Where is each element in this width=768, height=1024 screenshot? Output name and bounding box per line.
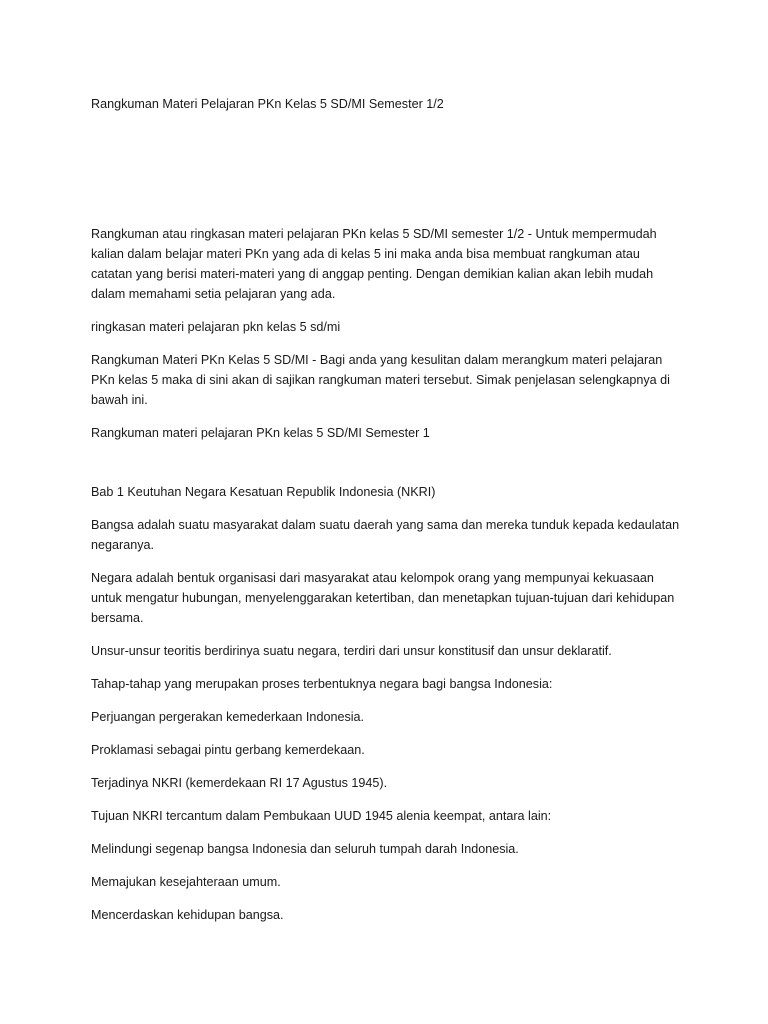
list-item: Terjadinya NKRI (kemerdekaan RI 17 Agustus 1945). [91, 776, 388, 790]
unsur-paragraph: Unsur-unsur teoritis berdirinya suatu negara, terdiri dari unsur konstitusif dan unsur deklaratif. [91, 644, 612, 658]
document-body [91, 224, 681, 938]
tahap-paragraph: Tahap-tahap yang merupakan proses terbentuknya negara bagi bangsa Indonesia: [91, 677, 553, 691]
tujuan-paragraph: Tujuan NKRI tercantum dalam Pembukaan UUD 1945 alenia keempat, antara lain: [91, 809, 552, 823]
summary-paragraph: Rangkuman Materi PKn Kelas 5 SD/MI - Bagi anda yang kesulitan dalam merangkum materi pelajaran PKn kelas 5 maka di sini akan di sajikan rangkuman materi tersebut. Simak penjelasan selengkapnya di bawah ini. [91, 353, 670, 407]
definition-negara: Negara adalah bentuk organisasi dari masyarakat atau kelompok orang yang mempunyai kekuasaan untuk mengatur hubungan, menyelenggarakan ketertiban, dan menetapkan tujuan-tujuan dari kehidupan bersama. [91, 571, 675, 625]
definition-bangsa: Bangsa adalah suatu masyarakat dalam suatu daerah yang sama dan mereka tunduk kepada kedaulatan negaranya. [91, 518, 680, 552]
intro-paragraph: Rangkuman atau ringkasan materi pelajaran PKn kelas 5 SD/MI semester 1/2 - Untuk mempermudah kalian dalam belajar materi PKn yang ada di kelas 5 ini maka anda bisa membuat rangkuman atau catatan yang berisi materi-materi yang di anggap penting. Dengan demikian kalian akan lebih mudah dalam memahami setia pelajaran yang ada. [91, 227, 657, 301]
list-item: Mencerdaskan kehidupan bangsa. [91, 908, 284, 922]
document-title: Rangkuman Materi Pelajaran PKn Kelas 5 SD/MI Semester 1/2 [91, 97, 444, 111]
list-item: Perjuangan pergerakan kemederkaan Indonesia. [91, 710, 365, 724]
chapter-heading: Bab 1 Keutuhan Negara Kesatuan Republik Indonesia (NKRI) [91, 485, 436, 499]
section-heading: Rangkuman materi pelajaran PKn kelas 5 SD/MI Semester 1 [91, 426, 430, 440]
caption-line: ringkasan materi pelajaran pkn kelas 5 sd/mi [91, 320, 341, 334]
list-item: Melindungi segenap bangsa Indonesia dan seluruh tumpah darah Indonesia. [91, 842, 519, 856]
list-item: Memajukan kesejahteraan umum. [91, 875, 281, 889]
list-item: Proklamasi sebagai pintu gerbang kemerdekaan. [91, 743, 365, 757]
